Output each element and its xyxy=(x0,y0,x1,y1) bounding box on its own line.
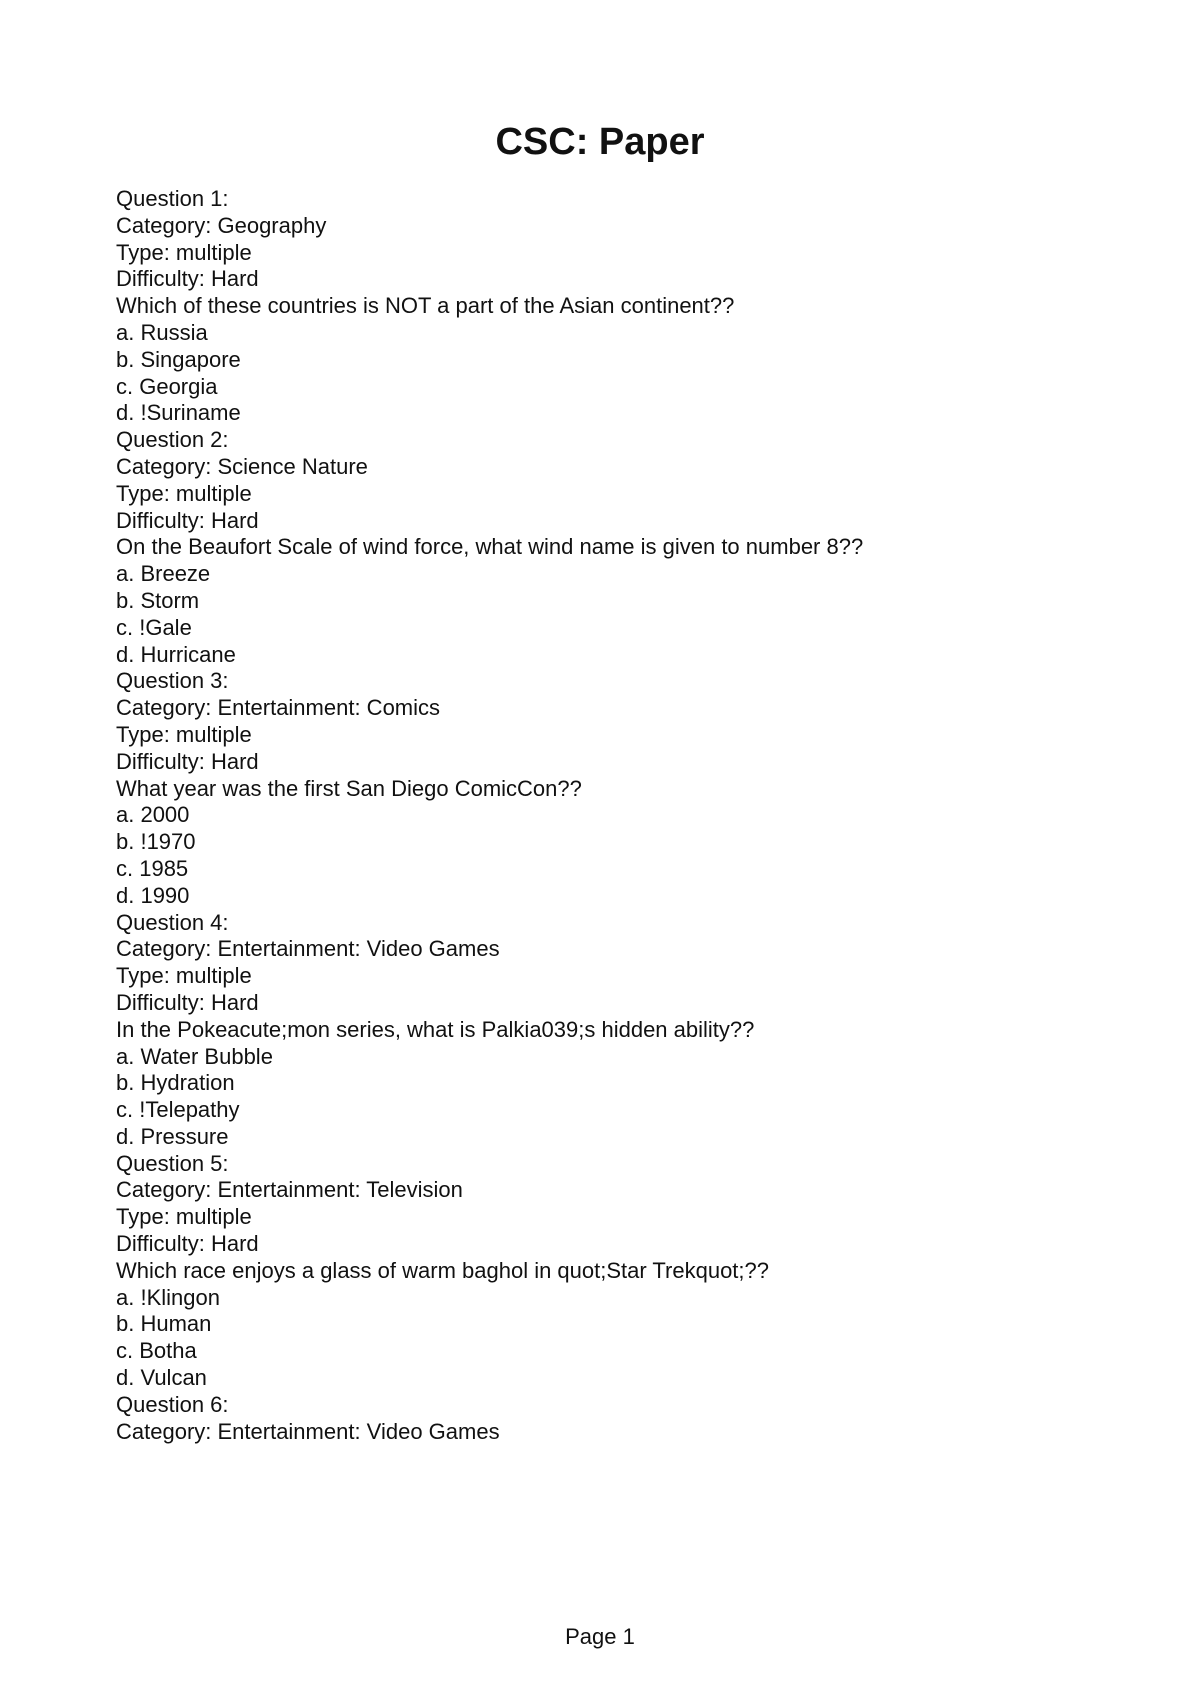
question-type: Type: multiple xyxy=(116,480,252,506)
question-category: Category: Entertainment: Television xyxy=(116,1177,463,1203)
answer-option: b. Storm xyxy=(116,587,200,613)
question-difficulty: Difficulty: Hard xyxy=(116,507,259,533)
answer-option: a. Russia xyxy=(116,319,208,345)
answer-option: c. 1985 xyxy=(116,855,189,881)
question-prompt: In the Pokeacute;mon series, what is Palkia039;s hidden ability?? xyxy=(116,1016,755,1042)
question-difficulty: Difficulty: Hard xyxy=(116,748,259,774)
answer-option: b. !1970 xyxy=(116,829,196,855)
question-difficulty: Difficulty: Hard xyxy=(116,989,259,1015)
answer-option: d. Pressure xyxy=(116,1123,229,1149)
answer-option: a. 2000 xyxy=(116,802,190,828)
question-type: Type: multiple xyxy=(116,721,252,747)
question-heading: Question 2: xyxy=(116,427,229,453)
answer-option: a. Water Bubble xyxy=(116,1043,273,1069)
question-heading: Question 6: xyxy=(116,1391,229,1417)
question-block xyxy=(116,1151,1116,1392)
question-category: Category: Entertainment: Video Games xyxy=(116,936,500,962)
question-heading: Question 3: xyxy=(116,668,229,694)
page-title: CSC: Paper xyxy=(495,121,705,163)
question-prompt: What year was the first San Diego ComicCon?? xyxy=(116,775,582,801)
question-block xyxy=(116,1392,1116,1446)
answer-option: d. !Suriname xyxy=(116,400,241,426)
answer-option: a. !Klingon xyxy=(116,1284,220,1310)
answer-option: d. Vulcan xyxy=(116,1365,207,1391)
question-block xyxy=(116,668,1116,909)
answer-option: d. Hurricane xyxy=(116,641,236,667)
question-category: Category: Entertainment: Comics xyxy=(116,695,441,721)
question-prompt: Which of these countries is NOT a part of the Asian continent?? xyxy=(116,293,735,319)
question-category: Category: Entertainment: Video Games xyxy=(116,1418,500,1444)
question-heading: Question 1: xyxy=(116,186,229,211)
question-type: Type: multiple xyxy=(116,963,252,989)
answer-option: c. Botha xyxy=(116,1338,197,1364)
page-number: Page 1 xyxy=(565,1624,635,1649)
question-type: Type: multiple xyxy=(116,1204,252,1230)
question-block xyxy=(116,186,1116,427)
answer-option: c. !Telepathy xyxy=(116,1097,240,1123)
answer-option: b. Human xyxy=(116,1311,212,1337)
answer-option: c. !Gale xyxy=(116,614,192,640)
answer-option: d. 1990 xyxy=(116,882,190,908)
question-block xyxy=(116,910,1116,1151)
question-difficulty: Difficulty: Hard xyxy=(116,266,259,292)
question-list xyxy=(116,186,1116,1445)
question-prompt: On the Beaufort Scale of wind force, what wind name is given to number 8?? xyxy=(116,534,864,560)
question-type: Type: multiple xyxy=(116,239,252,265)
answer-option: b. Hydration xyxy=(116,1070,235,1096)
question-prompt: Which race enjoys a glass of warm baghol in quot;Star Trekquot;?? xyxy=(116,1257,770,1283)
question-difficulty: Difficulty: Hard xyxy=(116,1231,259,1257)
answer-option: a. Breeze xyxy=(116,561,211,587)
answer-option: c. Georgia xyxy=(116,373,218,399)
question-block xyxy=(116,427,1116,668)
answer-option: b. Singapore xyxy=(116,346,241,372)
question-heading: Question 4: xyxy=(116,909,229,935)
question-category: Category: Science Nature xyxy=(116,453,368,479)
question-category: Category: Geography xyxy=(116,212,327,238)
question-heading: Question 5: xyxy=(116,1150,229,1176)
